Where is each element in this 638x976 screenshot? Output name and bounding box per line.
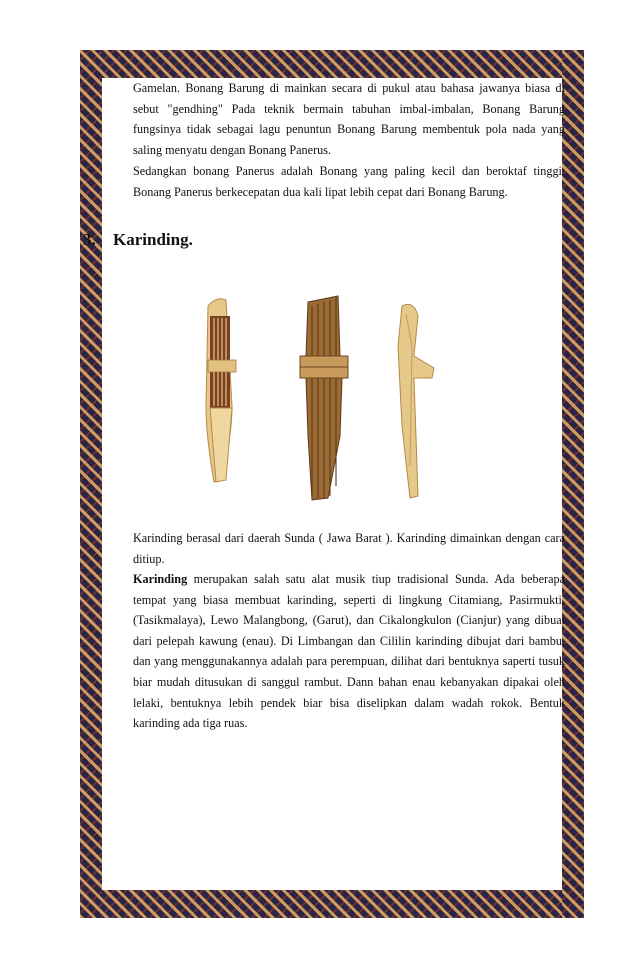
border-right xyxy=(562,50,584,918)
karinding-photo xyxy=(188,286,458,504)
karinding-right-image xyxy=(398,304,434,498)
border-top xyxy=(80,50,584,78)
paragraph-karinding-origin: Karinding berasal dari daerah Sunda ( Jawa Barat ). Karinding dimainkan dengan cara ditiup. xyxy=(133,531,565,566)
paragraph-bonang-panerus: Sedangkan bonang Panerus adalah Bonang yang paling kecil dan beroktaf tinggi. Bonang Panerus berkecepatan dua kali lipat lebih cepat dari Bonang Barung. xyxy=(133,164,565,199)
paragraph-bonang-barung: Gamelan. Bonang Barung di mainkan secara di pukul atau bahasa jawanya biasa di sebut "gendhing" Pada teknik bermain tabuhan imbal-imbalan, Bonang Barung fungsinya tidak sebagai lagu penuntun Bonang Barung membentuk pola nada yang saling menyatu dengan Bonang Panerus. xyxy=(133,81,565,157)
karinding-left-image xyxy=(206,299,236,482)
section-heading xyxy=(83,230,193,250)
section-title: Karinding. xyxy=(113,230,193,249)
paragraph-karinding-description xyxy=(133,569,565,734)
border-left xyxy=(80,50,102,918)
karinding-bold-term: Karinding xyxy=(133,572,188,586)
karinding-description-text: merupakan salah satu alat musik tiup tradisional Sunda. Ada beberapa tempat yang biasa membuat karinding, seperti di lingkung Citamiang, Pasirmukti, (Tasikmalaya), Lewo Malangbong, (Garut), dan Cikalongkulon (Cianjur) yang dibuat dari pelepah kawung (enau). Di Limbangan dan Cililin karinding dibujat dari bambu, dan yang menggunakannya adalah para perempuan, dilihat dari bentuknya saperti tusuk biar mudah ditusukan di sanggul rambut. Dann bahan enau kebanyakan dipakai oleh lelaki, bentuknya lebih pendek biar bisa diselipkan dalam wadah rokok. Bentuk karinding ada tiga ruas. xyxy=(133,572,565,731)
border-bottom xyxy=(80,890,584,918)
section-number: 3. xyxy=(83,230,96,249)
karinding-middle-image xyxy=(300,296,348,500)
page-content xyxy=(83,78,565,890)
